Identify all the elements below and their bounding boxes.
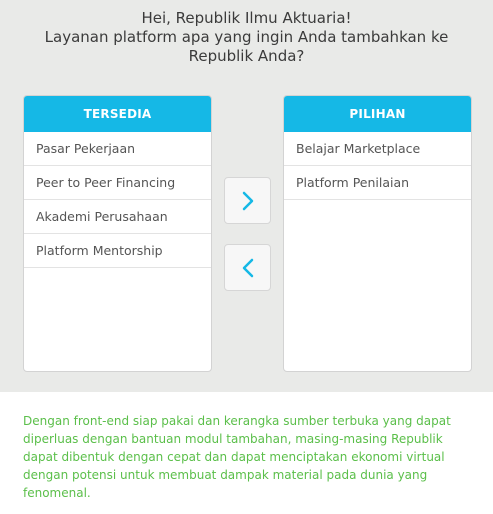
heading-line-1: Hei, Republik Ilmu Aktuaria! [141, 9, 352, 27]
description-line-5: fenomenal. [23, 486, 91, 500]
selected-item-platform-penilaian[interactable]: Platform Penilaian [284, 166, 471, 200]
selected-list-panel [283, 95, 472, 372]
selected-list-header: PILIHAN [284, 96, 471, 132]
selected-item-belajar-marketplace[interactable]: Belajar Marketplace [284, 132, 471, 166]
move-left-button[interactable] [224, 244, 271, 291]
description-text [23, 412, 483, 502]
available-list-panel [23, 95, 212, 372]
available-item-pasar-pekerjaan[interactable]: Pasar Pekerjaan [24, 132, 211, 166]
heading-line-3: Republik Anda? [188, 47, 305, 65]
chevron-left-icon [240, 257, 256, 279]
description-line-4: dengan potensi untuk membuat dampak material pada dunia yang [23, 468, 428, 482]
available-list-header: TERSEDIA [24, 96, 211, 132]
description-line-1: Dengan front-end siap pakai dan kerangka sumber terbuka yang dapat [23, 414, 451, 428]
description-line-2: diperluas dengan bantuan modul tambahan, masing-masing Republik [23, 432, 443, 446]
description-line-3: dapat dibentuk dengan cepat dan dapat menciptakan ekonomi virtual [23, 450, 445, 464]
available-item-peer-to-peer-financing[interactable]: Peer to Peer Financing [24, 166, 211, 200]
move-right-button[interactable] [224, 177, 271, 224]
chevron-right-icon [240, 190, 256, 212]
page-heading [0, 9, 493, 66]
available-item-platform-mentorship[interactable]: Platform Mentorship [24, 234, 211, 268]
heading-line-2: Layanan platform apa yang ingin Anda tambahkan ke [44, 28, 449, 46]
available-item-akademi-perusahaan[interactable]: Akademi Perusahaan [24, 200, 211, 234]
